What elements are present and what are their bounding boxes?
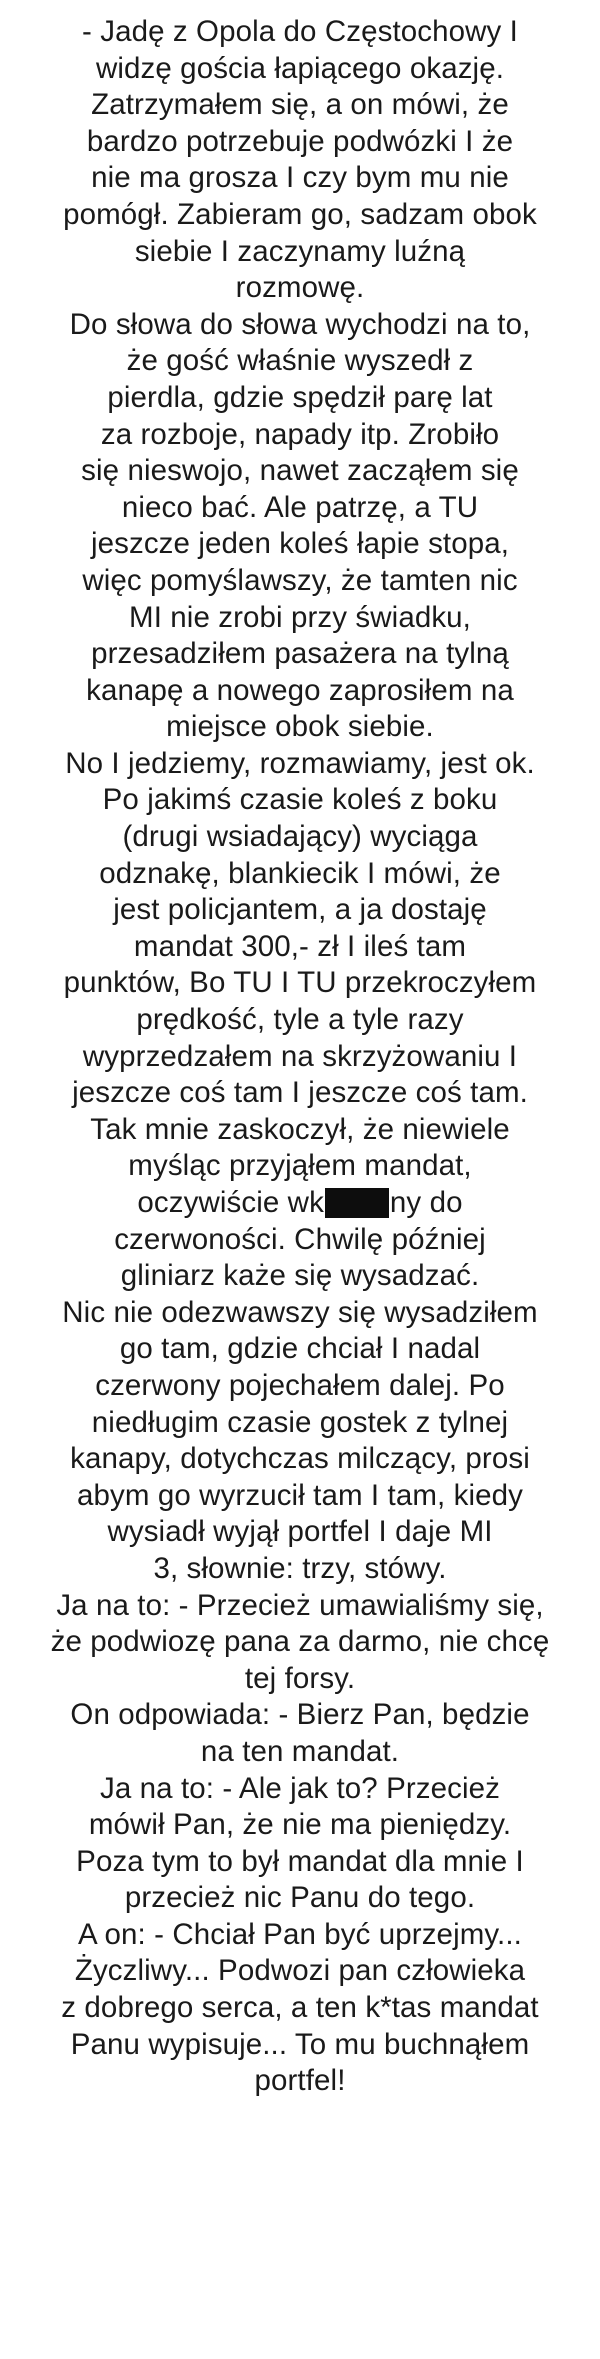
story-line: jeszcze coś tam I jeszcze coś tam. (72, 1076, 528, 1110)
story-line: przecież nic Panu do tego. (124, 1881, 476, 1915)
story-line: jest policjantem, a ja dostaję (113, 893, 487, 927)
story-line: Nic nie odezwawszy się wysadziłem (62, 1295, 538, 1329)
story-line: wysiadł wyjął portfel I daje MI (107, 1515, 493, 1549)
story-line: więc pomyślawszy, że tamten nic (82, 563, 518, 597)
story-line: Po jakimś czasie koleś z boku (102, 783, 498, 817)
story-line: się nieswojo, nawet zacząłem się (81, 454, 519, 488)
story-line: nie ma grosza I czy bym mu nie (91, 161, 509, 195)
story-line: widzę gościa łapiącego okazję. (95, 51, 505, 85)
story-line (18, 1185, 582, 1222)
story-line: jeszcze jeden koleś łapie stopa, (90, 527, 510, 561)
story-line: Zatrzymałem się, a on mówi, że (91, 88, 509, 122)
story-line: mówił Pan, że nie ma pieniędzy. (88, 1808, 512, 1842)
story-line: przesadziłem pasażera na tylną (91, 637, 509, 671)
story-line: A on: - Chciał Pan być uprzejmy... (78, 1917, 522, 1951)
story-line: myśląc przyjąłem mandat, (128, 1149, 472, 1183)
story-line: za rozboje, napady itp. Zrobiło (100, 417, 500, 451)
story-line: - Jadę z Opola do Częstochowy I (82, 15, 518, 48)
story-line: siebie I zaczynamy luźną (134, 234, 466, 268)
story-line: Poza tym to był mandat dla mnie I (76, 1844, 524, 1878)
story-line: Panu wypisuje... To mu buchnąłem (70, 2027, 530, 2061)
story-line: że podwiozę pana za darmo, nie chcę (50, 1625, 550, 1659)
story-line: bardzo potrzebuje podwózki I że (86, 124, 514, 158)
story-line: portfel! (254, 2064, 346, 2098)
censor-bar (325, 1188, 389, 1218)
story-line: prędkość, tyle a tyle razy (136, 1003, 464, 1037)
story-line: abym go wyrzucił tam I tam, kiedy (77, 1478, 523, 1512)
story-line: niedługim czasie gostek z tylnej (91, 1405, 509, 1439)
redacted-line-after: ny do (389, 1186, 463, 1219)
story-line: Ja na to: - Przecież umawialiśmy się, (56, 1588, 544, 1622)
story-line: 3, słownie: trzy, stówy. (153, 1551, 447, 1585)
story-line: (drugi wsiadający) wyciąga (122, 820, 478, 854)
story-line: że gość właśnie wyszedł z (126, 344, 474, 378)
story-line: mandat 300,- zł I ileś tam (133, 929, 467, 963)
story-line: czerwony pojechałem dalej. Po (95, 1368, 505, 1402)
story-line: kanapę a nowego zaprosiłem na (86, 673, 514, 707)
story-line: rozmowę. (235, 271, 365, 305)
story-line: Do słowa do słowa wychodzi na to, (69, 307, 531, 341)
story-line: No I jedziemy, rozmawiamy, jest ok. (65, 746, 535, 780)
story-line: gliniarz każe się wysadzać. (120, 1259, 480, 1293)
story-line: pomógł. Zabieram go, sadzam obok (63, 197, 537, 231)
story-line: punktów, Bo TU I TU przekroczyłem (63, 966, 537, 1000)
story-line: miejsce obok siebie. (166, 710, 434, 744)
story-line: tej forsy. (244, 1661, 356, 1695)
story-line: MI nie zrobi przy świadku, (129, 600, 471, 634)
redacted-line-before: oczywiście wk (137, 1186, 324, 1219)
story-line: kanapy, dotychczas milczący, prosi (70, 1442, 530, 1476)
story-line: odznakę, blankiecik I mówi, że (99, 856, 501, 890)
story-line: pierdla, gdzie spędził parę lat (107, 380, 493, 414)
story-line: Ja na to: - Ale jak to? Przecież (99, 1771, 500, 1805)
story-line: czerwoności. Chwilę później (114, 1222, 486, 1256)
story-line: Życzliwy... Podwozi pan człowieka (74, 1954, 526, 1988)
story-line: na ten mandat. (200, 1734, 400, 1768)
story-line: wyprzedzałem na skrzyżowaniu I (82, 1039, 518, 1073)
story-line: z dobrego serca, a ten k*tas mandat (61, 1991, 539, 2025)
story-text (18, 14, 582, 2100)
story-line: go tam, gdzie chciał I nadal (119, 1332, 481, 1366)
story-line: Tak mnie zaskoczył, że niewiele (90, 1112, 510, 1146)
story-line: On odpowiada: - Bierz Pan, będzie (70, 1698, 530, 1732)
story-line: nieco bać. Ale patrzę, a TU (121, 490, 479, 524)
